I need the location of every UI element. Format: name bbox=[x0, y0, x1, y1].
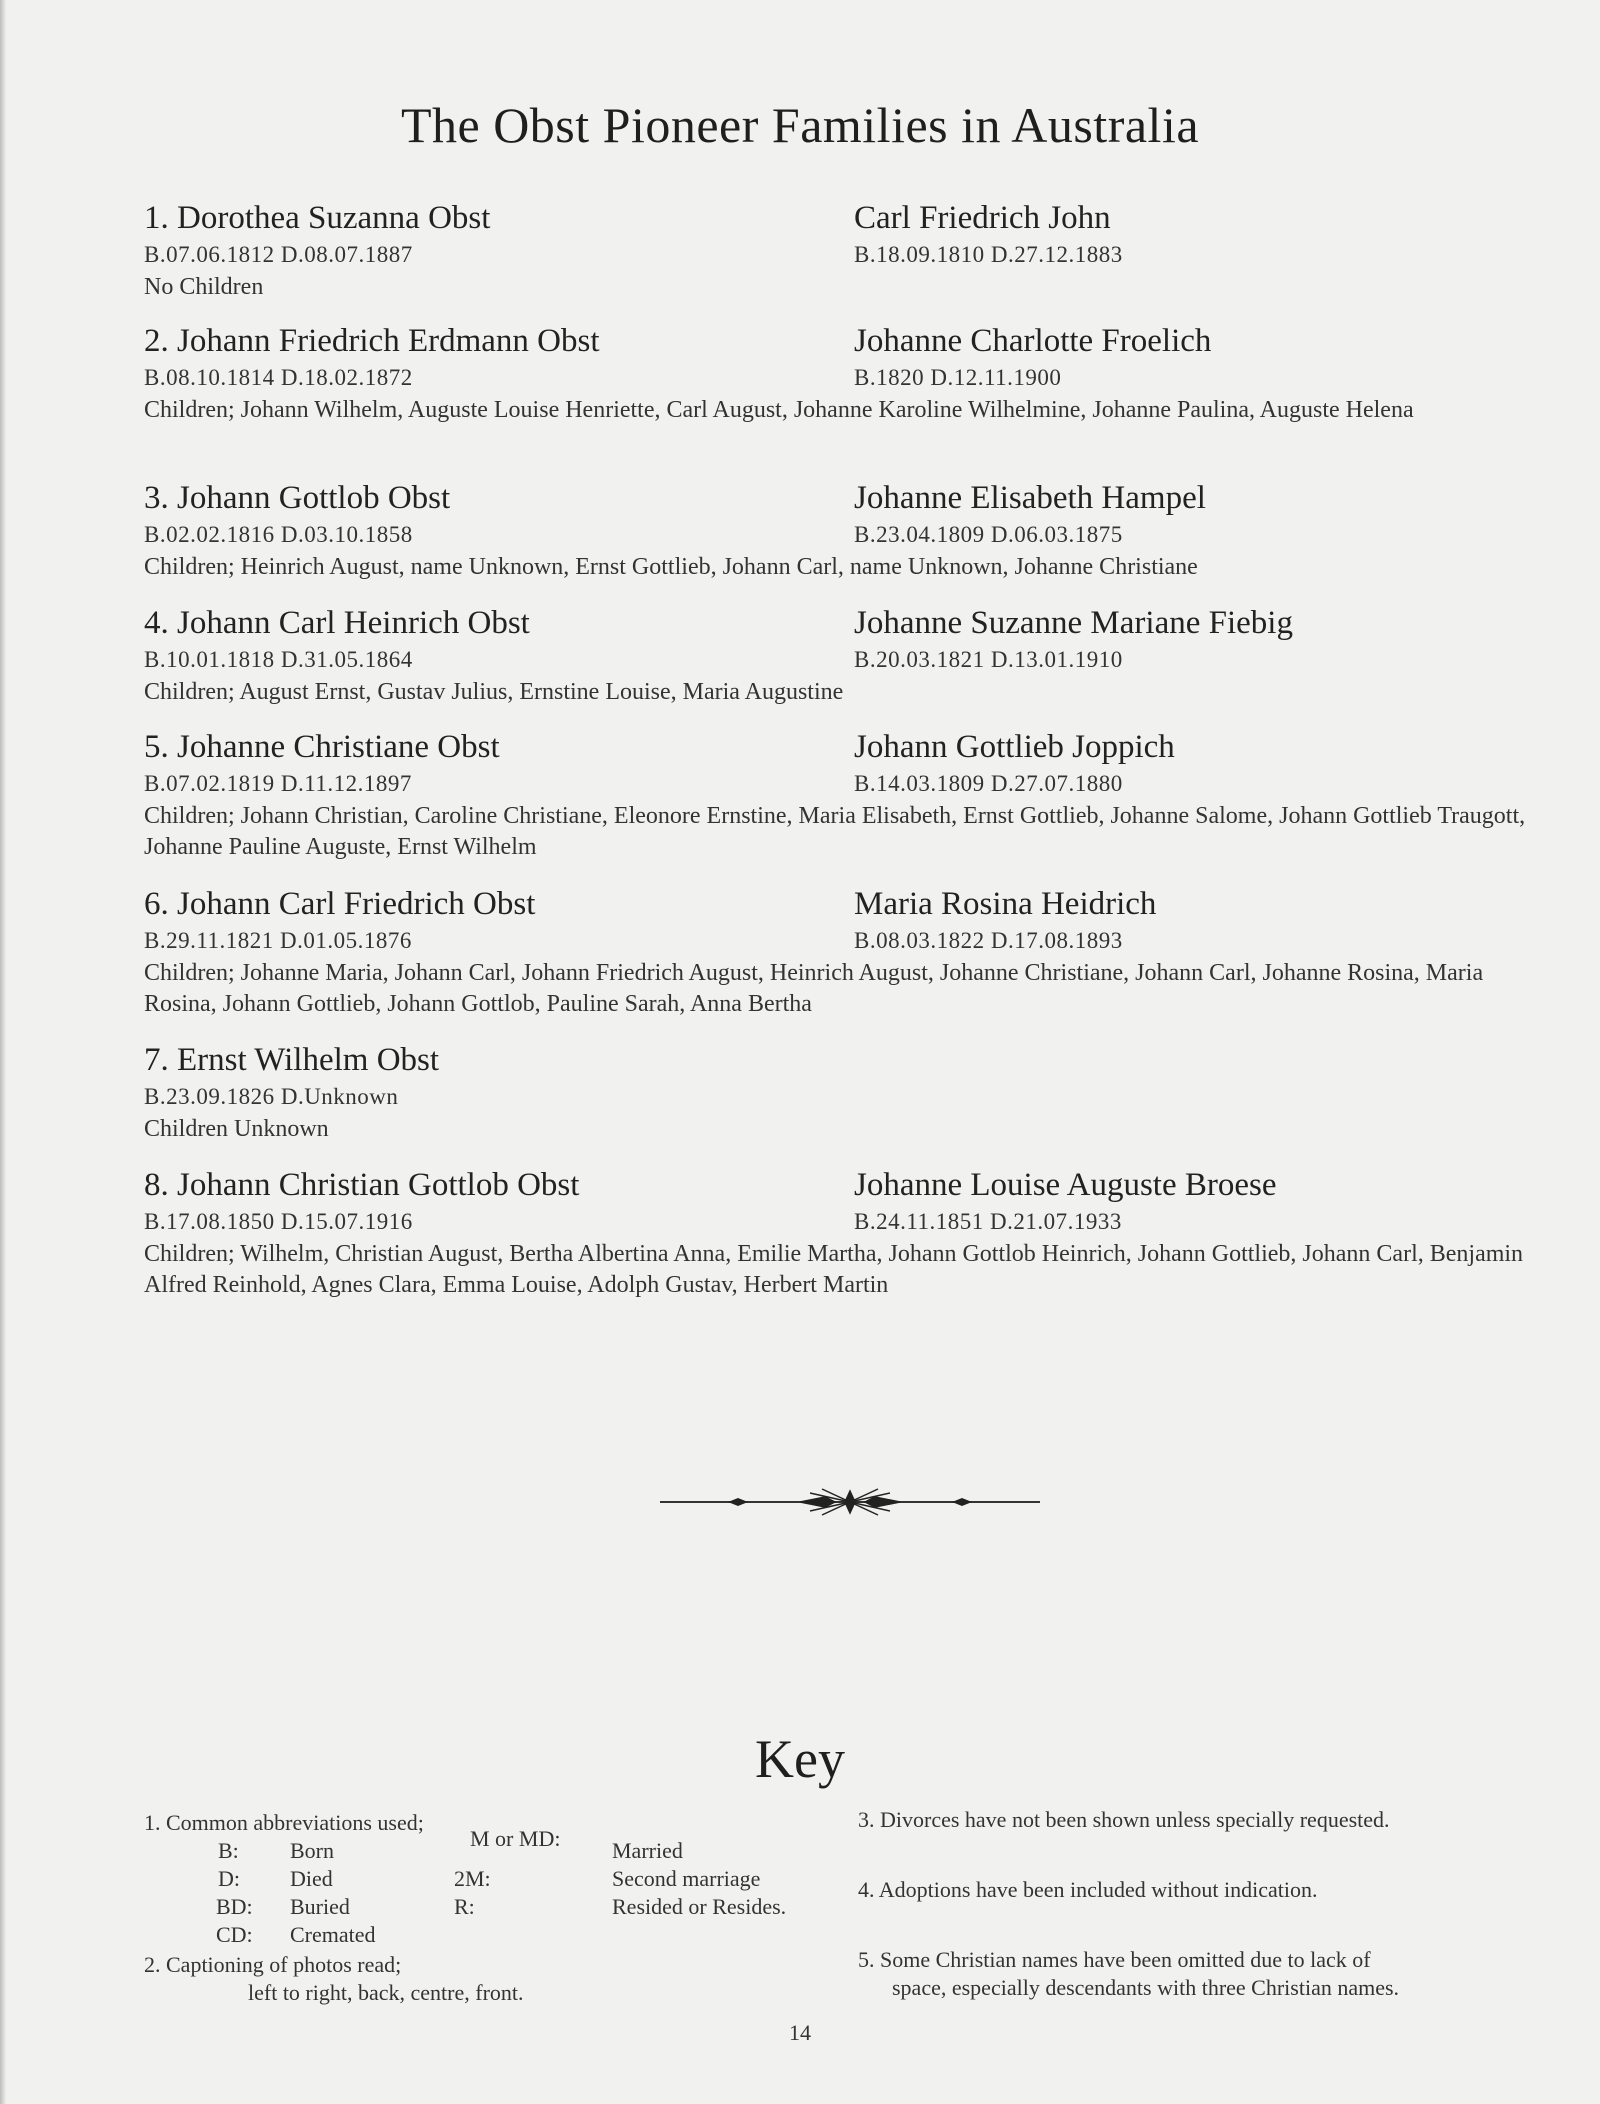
key-item-4: 4. Adoptions have been included without indication. bbox=[858, 1877, 1318, 1902]
abbr-meaning: Resided or Resides. bbox=[612, 1894, 787, 1919]
pioneer-dates: B.07.02.1819 D.11.12.1897 bbox=[144, 771, 412, 796]
children-list: Children; August Ernst, Gustav Julius, Ernstine Louise, Maria Augustine bbox=[144, 679, 844, 705]
pioneer-dates: B.07.06.1812 D.08.07.1887 bbox=[144, 242, 413, 267]
children-list: Children; Johanne Maria, Johann Carl, Johann Friedrich August, Heinrich August, Johanne Christiane, Johann Carl, Johanne Rosina, Maria Rosina, Johann Gottlieb, Johann Gottlob, Pauline Sarah, Anna Bertha bbox=[144, 960, 1484, 1017]
pioneer-dates: B.17.08.1850 D.15.07.1916 bbox=[144, 1209, 413, 1234]
abbr-meaning: Born bbox=[290, 1838, 334, 1863]
spouse-dates: B.23.04.1809 D.06.03.1875 bbox=[854, 522, 1123, 547]
pioneer-dates: B.08.10.1814 D.18.02.1872 bbox=[144, 365, 413, 390]
abbr-code: R: bbox=[454, 1894, 475, 1919]
pioneer-name: 8. Johann Christian Gottlob Obst bbox=[144, 1167, 580, 1203]
family-entry bbox=[144, 323, 1544, 426]
children-list: Children Unknown bbox=[144, 1116, 329, 1142]
children-list: No Children bbox=[144, 274, 264, 300]
spouse-name: Johann Gottlieb Joppich bbox=[854, 729, 1175, 765]
spouse-dates: B.18.09.1810 D.27.12.1883 bbox=[854, 242, 1123, 267]
ornament-divider-icon bbox=[660, 1487, 1040, 1517]
key-item-2-detail: left to right, back, centre, front. bbox=[248, 1980, 524, 2005]
key-heading: Key bbox=[755, 1729, 845, 1789]
abbr-meaning: Married bbox=[612, 1838, 683, 1863]
family-entry bbox=[144, 605, 1544, 708]
pioneer-name: 7. Ernst Wilhelm Obst bbox=[144, 1042, 440, 1078]
abbr-code: 2M: bbox=[454, 1866, 491, 1891]
pioneer-name: 1. Dorothea Suzanna Obst bbox=[144, 200, 491, 236]
children-list: Children; Johann Wilhelm, Auguste Louise Henriette, Carl August, Johanne Karoline Wilhelmine, Johanne Paulina, Auguste Helena bbox=[144, 397, 1414, 423]
spouse-name: Johanne Suzanne Mariane Fiebig bbox=[854, 605, 1293, 641]
key-item-1: 1. Common abbreviations used; bbox=[144, 1810, 424, 1835]
pioneer-name: 6. Johann Carl Friedrich Obst bbox=[144, 886, 536, 922]
family-entry bbox=[144, 1042, 1544, 1145]
spouse-name: Johanne Charlotte Froelich bbox=[854, 323, 1212, 359]
abbr-code: M or MD: bbox=[470, 1826, 561, 1851]
pioneer-name: 2. Johann Friedrich Erdmann Obst bbox=[144, 323, 600, 359]
pioneer-dates: B.10.01.1818 D.31.05.1864 bbox=[144, 647, 413, 672]
pioneer-name: 3. Johann Gottlob Obst bbox=[144, 480, 451, 516]
key-item-2: 2. Captioning of photos read; bbox=[144, 1952, 402, 1977]
pioneer-name: 4. Johann Carl Heinrich Obst bbox=[144, 605, 530, 641]
spouse-name: Maria Rosina Heidrich bbox=[854, 886, 1157, 922]
pioneer-dates: B.29.11.1821 D.01.05.1876 bbox=[144, 928, 412, 953]
page-number: 14 bbox=[789, 2020, 811, 2045]
spouse-dates: B.14.03.1809 D.27.07.1880 bbox=[854, 771, 1123, 796]
abbr-code: BD: bbox=[216, 1894, 253, 1919]
spouse-name: Carl Friedrich John bbox=[854, 200, 1111, 236]
pioneer-dates: B.02.02.1816 D.03.10.1858 bbox=[144, 522, 413, 547]
key-item-5-cont: space, especially descendants with three Christian names. bbox=[892, 1975, 1400, 2000]
family-entry bbox=[144, 1167, 1544, 1301]
spouse-dates: B.1820 D.12.11.1900 bbox=[854, 365, 1062, 390]
spouse-dates: B.24.11.1851 D.21.07.1933 bbox=[854, 1209, 1122, 1234]
spouse-name: Johanne Elisabeth Hampel bbox=[854, 480, 1206, 516]
family-entry bbox=[144, 480, 1544, 583]
children-list: Children; Wilhelm, Christian August, Bertha Albertina Anna, Emilie Martha, Johann Gottlob Heinrich, Johann Gottlieb, Johann Carl, Benjamin Alfred Reinhold, Agnes Clara, Emma Louise, Adolph Gustav, Herbert Martin bbox=[144, 1241, 1524, 1298]
key-item-5: 5. Some Christian names have been omitted due to lack of bbox=[858, 1947, 1371, 1972]
abbr-meaning: Died bbox=[290, 1866, 333, 1891]
page-title: The Obst Pioneer Families in Australia bbox=[400, 97, 1200, 153]
abbr-meaning: Second marriage bbox=[612, 1866, 761, 1891]
pioneer-name: 5. Johanne Christiane Obst bbox=[144, 729, 500, 765]
family-entry bbox=[144, 200, 1544, 303]
spouse-dates: B.08.03.1822 D.17.08.1893 bbox=[854, 928, 1123, 953]
family-entry bbox=[144, 886, 1544, 1020]
children-list: Children; Heinrich August, name Unknown, Ernst Gottlieb, Johann Carl, name Unknown, Johanne Christiane bbox=[144, 554, 1198, 580]
abbr-meaning: Buried bbox=[290, 1894, 350, 1919]
children-list: Children; Johann Christian, Caroline Christiane, Eleonore Ernstine, Maria Elisabeth, Ernst Gottlieb, Johanne Salome, Johann Gottlieb Traugott, Johanne Pauline Auguste, Ernst Wilhelm bbox=[144, 803, 1526, 860]
key-item-3: 3. Divorces have not been shown unless specially requested. bbox=[858, 1807, 1390, 1832]
spouse-dates: B.20.03.1821 D.13.01.1910 bbox=[854, 647, 1123, 672]
pioneer-dates: B.23.09.1826 D.Unknown bbox=[144, 1084, 399, 1109]
abbr-meaning: Cremated bbox=[290, 1922, 376, 1947]
abbr-code: D: bbox=[218, 1866, 240, 1891]
abbr-code: CD: bbox=[216, 1922, 253, 1947]
spouse-name: Johanne Louise Auguste Broese bbox=[854, 1167, 1277, 1203]
abbr-code: B: bbox=[218, 1838, 239, 1863]
family-entry bbox=[144, 729, 1544, 863]
